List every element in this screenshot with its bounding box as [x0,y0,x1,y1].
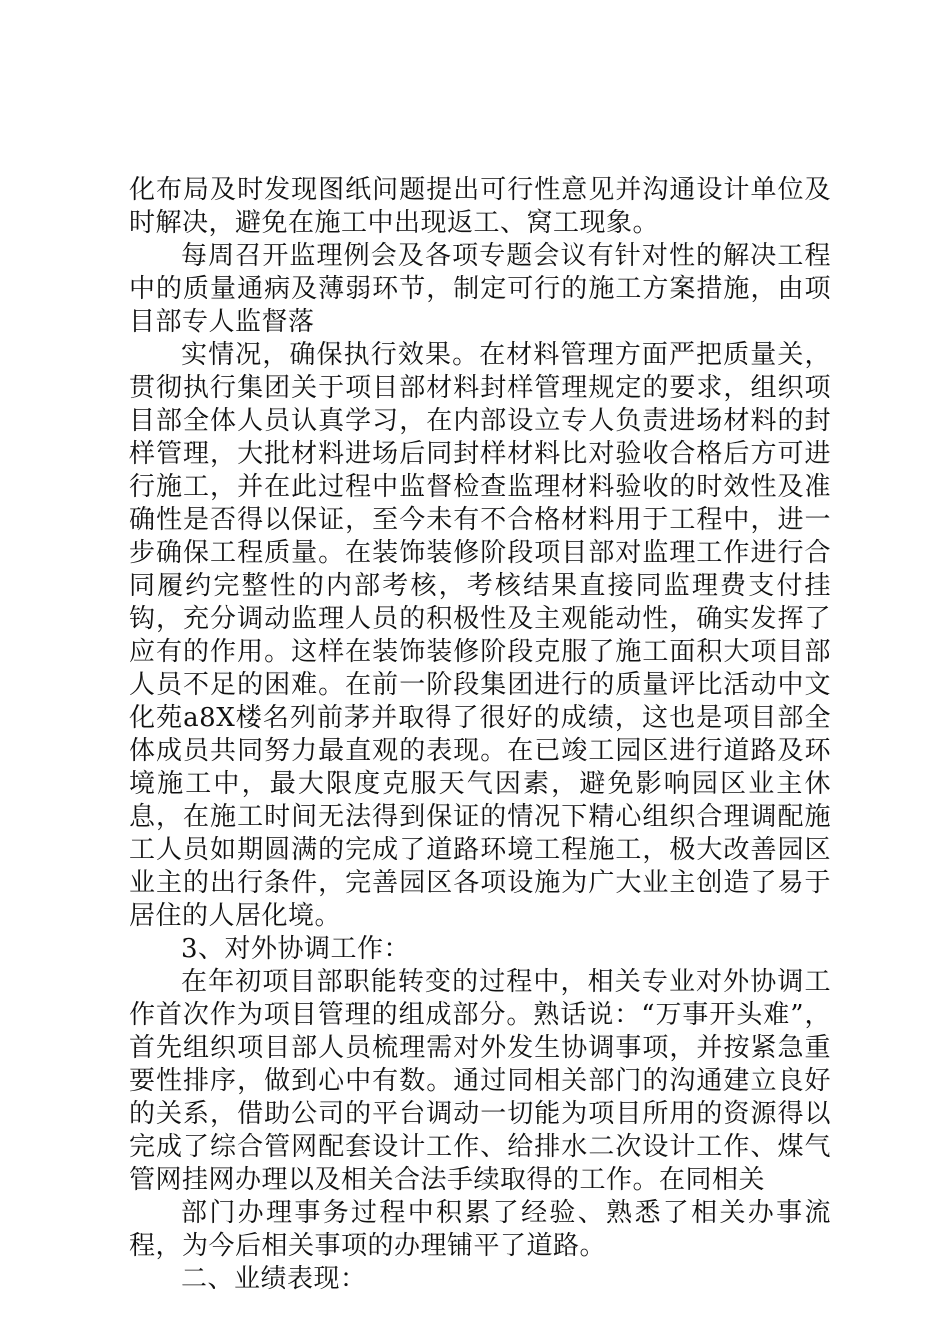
paragraph-2: 每周召开监理例会及各项专题会议有针对性的解决工程中的质量通病及薄弱环节，制定可行的施工方案措施，由项目部专人监督落 [129,241,831,337]
paragraph-1: 化布局及时发现图纸问题提出可行性意见并沟通设计单位及时解决，避免在施工中出现返工、窝工现象。 [129,175,831,238]
section-heading-3: 3、对外协调工作： [181,934,411,964]
paragraph-3: 实情况，确保执行效果。在材料管理方面严把质量关，贯彻执行集团关于项目部材料封样管理规定的要求，组织项目部全体人员认真学习，在内部设立专人负责进场材料的封样管理，大批材料进场后同封样材料比对验收合格后方可进行施工，并在此过程中监督检查监理材料验收的时效性及准确性是否得以保证，至今未有不合格材料用于工程中，进一步确保工程质量。在装饰装修阶段项目部对监理工作进行合同履约完整性的内部考核，考核结果直接同监理费支付挂钩，充分调动监理人员的积极性及主观能动性，确实发挥了应有的作用。这样在装饰装修阶段克服了施工面积大项目部人员不足的困难。在前一阶段集团进行的质量评比活动中文化苑a8X楼名列前茅并取得了很好的成绩，这也是项目部全体成员共同努力最直观的表现。在已竣工园区进行道路及环境施工中，最大限度克服天气因素，避免影响园区业主休息，在施工时间无法得到保证的情况下精心组织合理调配施工人员如期圆满的完成了道路环境工程施工，极大改善园区业主的出行条件，完善园区各项设施为广大业主创造了易于居住的人居化境。 [129,340,831,931]
section-heading-2: 二、业绩表现： [181,1264,367,1294]
paragraph-6: 部门办理事务过程中积累了经验、熟悉了相关办事流程，为今后相关事项的办理铺平了道路。 [129,1198,831,1261]
document-body [129,174,831,1296]
paragraph-5: 在年初项目部职能转变的过程中，相关专业对外协调工作首次作为项目管理的组成部分。熟话说：“万事开头难”，首先组织项目部人员梳理需对外发生协调事项，并按紧急重要性排序，做到心中有数。通过同相关部门的沟通建立良好的关系，借助公司的平台调动一切能为项目所用的资源得以完成了综合管网配套设计工作、给排水二次设计工作、煤气管网挂网办理以及相关合法手续取得的工作。在同相关 [129,967,831,1195]
